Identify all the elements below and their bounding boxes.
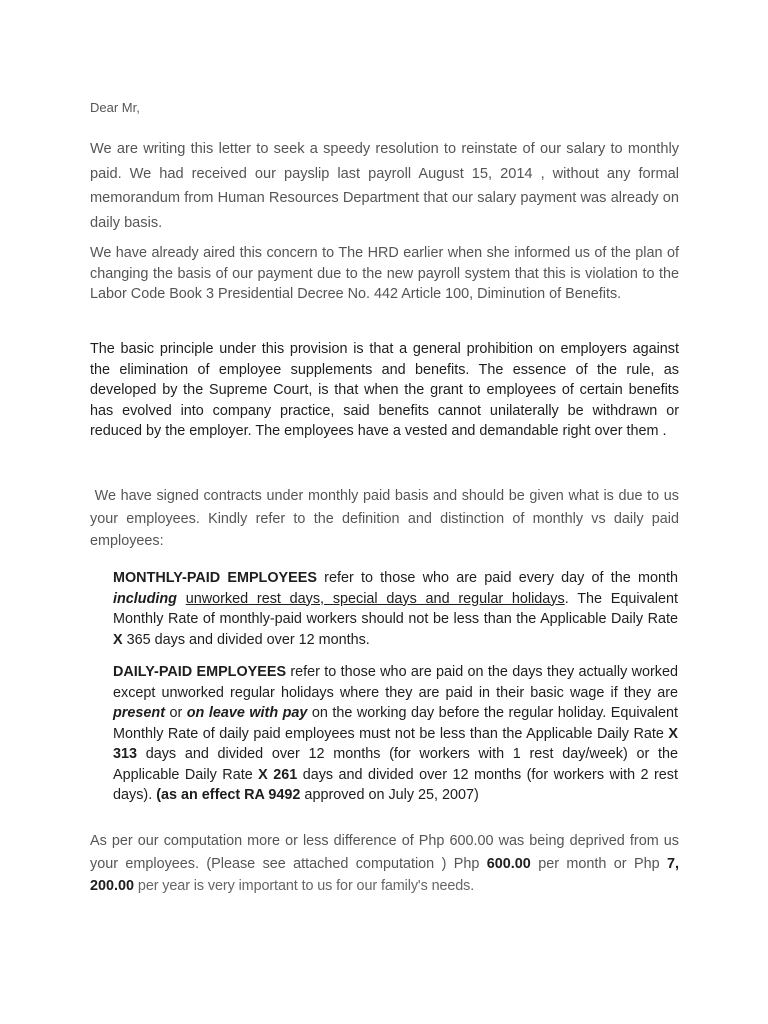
salutation: Dear Mr,	[90, 100, 140, 115]
paragraph-computation: As per our computation more or less difference of Php 600.00 was being deprived from us your employees. (Please see attached computation ) Php 600.00 per month or Php 7, 200.00 per year is very important to us for our family's needs.	[90, 833, 680, 894]
emphasis-present: present	[113, 705, 165, 721]
paragraph-principle: The basic principle under this provision is that a general prohibition on employers against the elimination of employee supplements and benefits. The essence of the rule, as developed by the Supreme Court, is that when the grant to employees of certain benefits has evolved into company practice, said benefits cannot unilaterally be withdrawn or reduced by the employer. The employees have a vested and demandable right over them .	[90, 341, 679, 439]
paragraph-concern: We have already aired this concern to The HRD earlier when she informed us of the plan of changing the basis of our payment due to the new payroll system that this is violation to the Labor Code Book 3 Presidential Decree No. 442 Article 100, Diminution of Benefits.	[90, 245, 679, 302]
definition-daily-paid: DAILY-PAID EMPLOYEES refer to those who are paid on the days they actually worked except unworked regular holidays where they are paid in their basic wage if they are present or on leave with pay on the working day before the regular holiday. Equivalent Monthly Rate of daily paid employees must not be less than the Applicable Daily Rate X 313 days and divided over 12 months (for workers with 1 rest day/week) or the Applicable Daily Rate X 261 days and divided over 12 months (for workers with 2 rest days). (as an effect RA 9492 approved on July 25, 2007)	[113, 664, 679, 803]
law-reference: (as an effect RA 9492	[156, 787, 301, 803]
yearly-amount: 7, 200.00	[90, 855, 680, 894]
emphasis-leave-with-pay: on leave with pay	[186, 705, 308, 721]
definition-monthly-paid: MONTHLY-PAID EMPLOYEES refer to those who are paid every day of the month including unworked rest days, special days and regular holidays. The Equivalent Monthly Rate of monthly-paid workers should not be less than the Applicable Daily Rate X 365 days and divided over 12 months.	[113, 570, 678, 648]
paragraph-intro: We are writing this letter to seek a speedy resolution to reinstate of our salary to monthly paid. We had received our payslip last payroll August 15, 2014 , without any formal memorandum from Human Resources Department that our salary payment was already on daily basis.	[90, 141, 679, 231]
term-daily-paid: DAILY-PAID EMPLOYEES	[113, 664, 287, 680]
monthly-amount: 600.00	[486, 855, 531, 872]
paragraph-contracts: We have signed contracts under monthly paid basis and should be given what is due to us your employees. Kindly refer to the definition and distinction of monthly vs daily paid employees:	[90, 488, 683, 549]
emphasis-including: including	[113, 590, 177, 607]
term-monthly-paid: MONTHLY-PAID EMPLOYEES	[113, 570, 317, 586]
underlined-days: unworked rest days, special days and regular holidays	[185, 590, 565, 607]
